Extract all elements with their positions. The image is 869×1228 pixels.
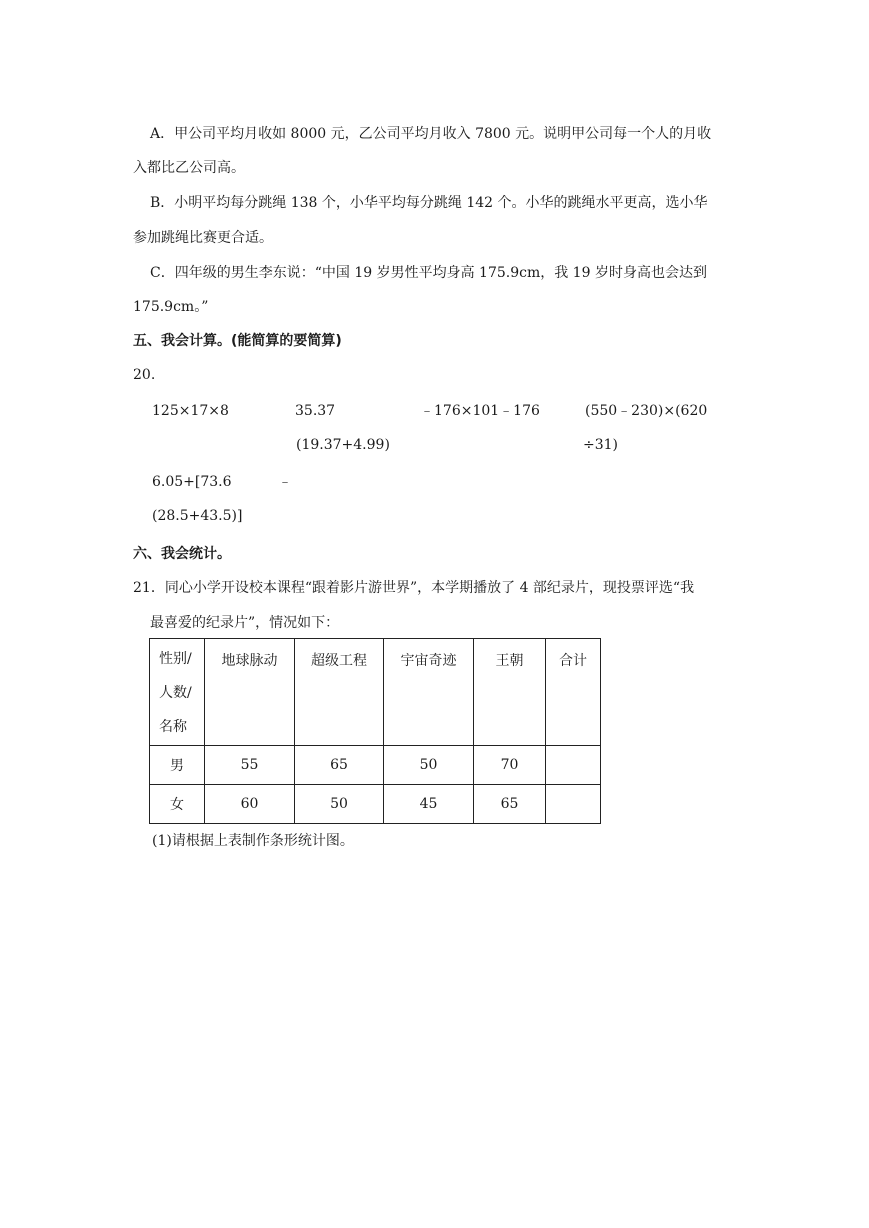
expr-4-line1: (550﹣230)×(620 [585, 403, 708, 419]
header-cell: 宇宙奇迹 [384, 639, 474, 746]
table-corner-cell [150, 639, 205, 746]
table-cell: 65 [295, 746, 384, 785]
vote-table [149, 638, 601, 824]
sub-question-1: (1)请根据上表制作条形统计图。 [152, 833, 354, 849]
expr-5-minus: ﹣ [278, 474, 292, 490]
option-b-line2: 参加跳绳比赛更合适。 [133, 230, 273, 246]
question-20-number: 20. [133, 367, 156, 383]
option-a-line2: 入都比乙公司高。 [133, 160, 245, 176]
table-row [150, 746, 601, 785]
corner-line-name: 名称 [159, 719, 187, 735]
option-a-line1: A．甲公司平均月收如 8000 元，乙公司平均月收入 7800 元。说明甲公司每一个人的月收 [150, 126, 712, 142]
expr-3: ﹣176×101﹣176 [420, 403, 540, 419]
expr-4-line2: ÷31) [583, 437, 619, 453]
table-cell: 50 [384, 746, 474, 785]
option-b-line1: B．小明平均每分跳绳 138 个，小华平均每分跳绳 142 个。小华的跳绳水平更高，选小华 [150, 195, 708, 211]
table-cell-total[interactable] [546, 746, 601, 785]
corner-line-count: 人数/ [159, 685, 192, 701]
header-cell: 合计 [546, 639, 601, 746]
expr-2-line2: (19.37+4.99) [296, 437, 390, 453]
table-header-row [150, 639, 601, 746]
question-21-line1: 21．同心小学开设校本课程“跟着影片游世界”，本学期播放了 4 部纪录片，现投票评选“我 [133, 580, 695, 596]
corner-line-gender: 性别/ [159, 651, 192, 667]
table-cell: 45 [384, 785, 474, 824]
expr-2-line1: 35.37 [295, 403, 336, 419]
table-cell-total[interactable] [546, 785, 601, 824]
section6-heading: 六、我会统计。 [133, 546, 231, 562]
section5-heading: 五、我会计算。(能简算的要简算) [133, 333, 342, 349]
expr-5-line2: (28.5+43.5)] [152, 508, 243, 524]
table-cell: 60 [205, 785, 295, 824]
table-cell: 70 [474, 746, 546, 785]
option-c-line1: C．四年级的男生李东说：“中国 19 岁男性平均身高 175.9cm，我 19 岁时身高也会达到 [150, 265, 707, 281]
row-label: 男 [150, 746, 205, 785]
expr-1: 125×17×8 [152, 403, 229, 419]
table-row [150, 785, 601, 824]
question-21-line2: 最喜爱的纪录片”，情况如下： [150, 615, 340, 631]
row-label: 女 [150, 785, 205, 824]
header-cell: 王朝 [474, 639, 546, 746]
header-cell: 地球脉动 [205, 639, 295, 746]
header-cell: 超级工程 [295, 639, 384, 746]
table-cell: 50 [295, 785, 384, 824]
table-cell: 55 [205, 746, 295, 785]
expr-5-line1: 6.05+[73.6 [152, 474, 232, 490]
table-cell: 65 [474, 785, 546, 824]
option-c-line2: 175.9cm。” [133, 299, 209, 315]
